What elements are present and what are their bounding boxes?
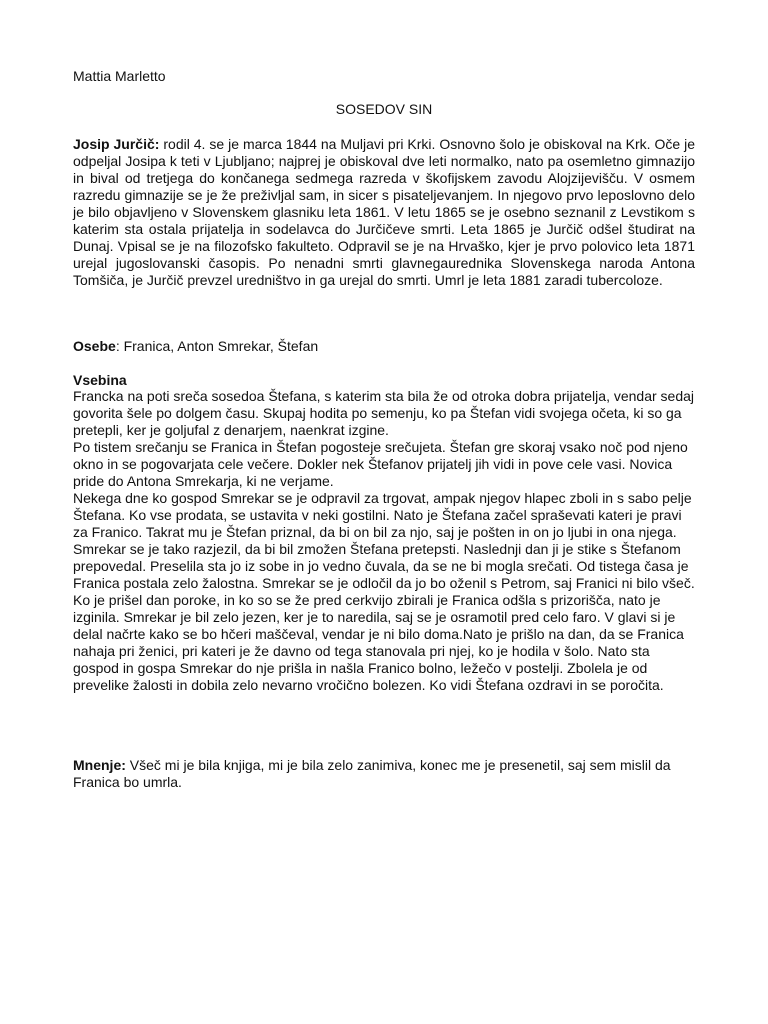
content-section — [73, 388, 695, 694]
content-heading: Vsebina — [73, 372, 127, 388]
persons-line — [73, 338, 695, 355]
opinion-text: Všeč mi je bila knjiga, mi je bila zelo zanimiva, konec me je presenetil, saj sem mislil da Franica bo umrla. — [73, 757, 671, 790]
content-paragraph-1: Francka na poti sreča sosedoa Štefana, s katerim sta bila že od otroka dobra prijatelja, vendar sedaj govorita šele po dolgem času. Skupaj hodita po semenju, ko pa Štefan vidi svojega očeta, ki so ga pretepli, ker je goljufal z denarjem, naenkrat izgine. — [73, 388, 695, 438]
author-name: Mattia Marletto — [73, 68, 166, 84]
content-paragraph-2: Po tistem srečanju se Franica in Štefan pogostejе srečujeta. Štefan gre skoraj vsako noč pod njeno okno in se pogovarjata cele večere. Dokler nek Štefanov prijatelj jih vidi in pove cele vasi. Novica pride do Antona Smrekarja, ki ne verjame. — [73, 439, 688, 489]
persons-label: Osebe — [73, 338, 116, 354]
bio-label: Josip Jurčič: — [73, 136, 160, 152]
document-title: SOSEDOV SIN — [335, 101, 433, 117]
opinion-paragraph — [73, 757, 695, 791]
bio-paragraph — [73, 136, 695, 289]
bio-text: rodil 4. se je marca 1844 na Muljavi pri Krki. Osnovno šolo je obiskoval na Krk. Oče je odpeljal Josipa k teti v Ljubljano; najprej je obiskoval dve leti normalko, nato pa osemletno gimnazijo in bival od tretjega do končanega sedmega razreda v škofijskem zavodu Alojzijevišču. V osmem razredu gimnazije se je že preživljal sam, in sicer s pisateljevanjem. In njegovo prvo leposlovno delo je bilo objavljeno v Slovenskem glasniku leta 1861. V letu 1865 se je osebno seznanil z Levstikom s katerim sta ostala prijatelja in sodelavca do Jurčičeve smrti. Leta 1865 je Jurčič odšel študirat na Dunaj. Vpisal se je na filozofsko fakulteto. Odpravil se je na Hrvaško, kjer je prvo polovico leta 1871 urejal jugoslovanski časopis. Po nenadni smrti glavnegaurednika Slovenskega naroda Antona Tomšiča, je Jurčič prevzel uredništvo in ga urejal do smrti. Umrl je leta 1881 zaradi tubercoloze. — [73, 136, 695, 288]
content-paragraph-3: Nekega dne ko gospod Smrekar se je odpravil za trgovat, ampak njegov hlapec zboli in s sabo pelje Štefana. Ko vse prodata, se ustavita v neki gostilni. Nato je Štefana začel spraševati kateri je pravi za Franico. Takrat mu je Štefan priznal, da bi on bil za njo, saj je pošten in on jo ljubi in ona njega. Smrekar se je tako razjezil, da bi bil zmožen Štefana pretepsti. Naslednji dan ji je stike s Štefanom prepovedal. Preselila sta jo iz sobe in jo vedno čuvala, da se ne bi mogla srečati. Od tistega časa je Franica postala zelo žalostna. Smrekar se je odločil da jo bo oženil s Petrom, saj Franici ni bilo všeč. Ko je prišel dan poroke, in ko so se že pred cerkvijo zbirali je Franica odšla s prizorišča, nato je izginila. Smrekar je bil zelo jezen, ker je to naredila, saj se je osramotil pred celo faro. V glavi si je delal načrte kako se bo hčeri maščeval, vendar je ni bilo doma.Nato je prišlo na dan, da se Franica nahaja pri ženici, pri kateri je že davno od tega stanovala pri njej, ko je hodila v šolo. Nato sta gospod in gospa Smrekar do nje prišla in našla Franico bolno, ležečo v postelji. Zbolela je od prevelike žalosti in dobila zelo nevarno vročično bolezen. Ko vidi Štefana ozdravi in se poročita. — [73, 490, 695, 693]
opinion-label: Mnenje: — [73, 757, 126, 773]
persons-text: : Franica, Anton Smrekar, Štefan — [115, 338, 319, 354]
